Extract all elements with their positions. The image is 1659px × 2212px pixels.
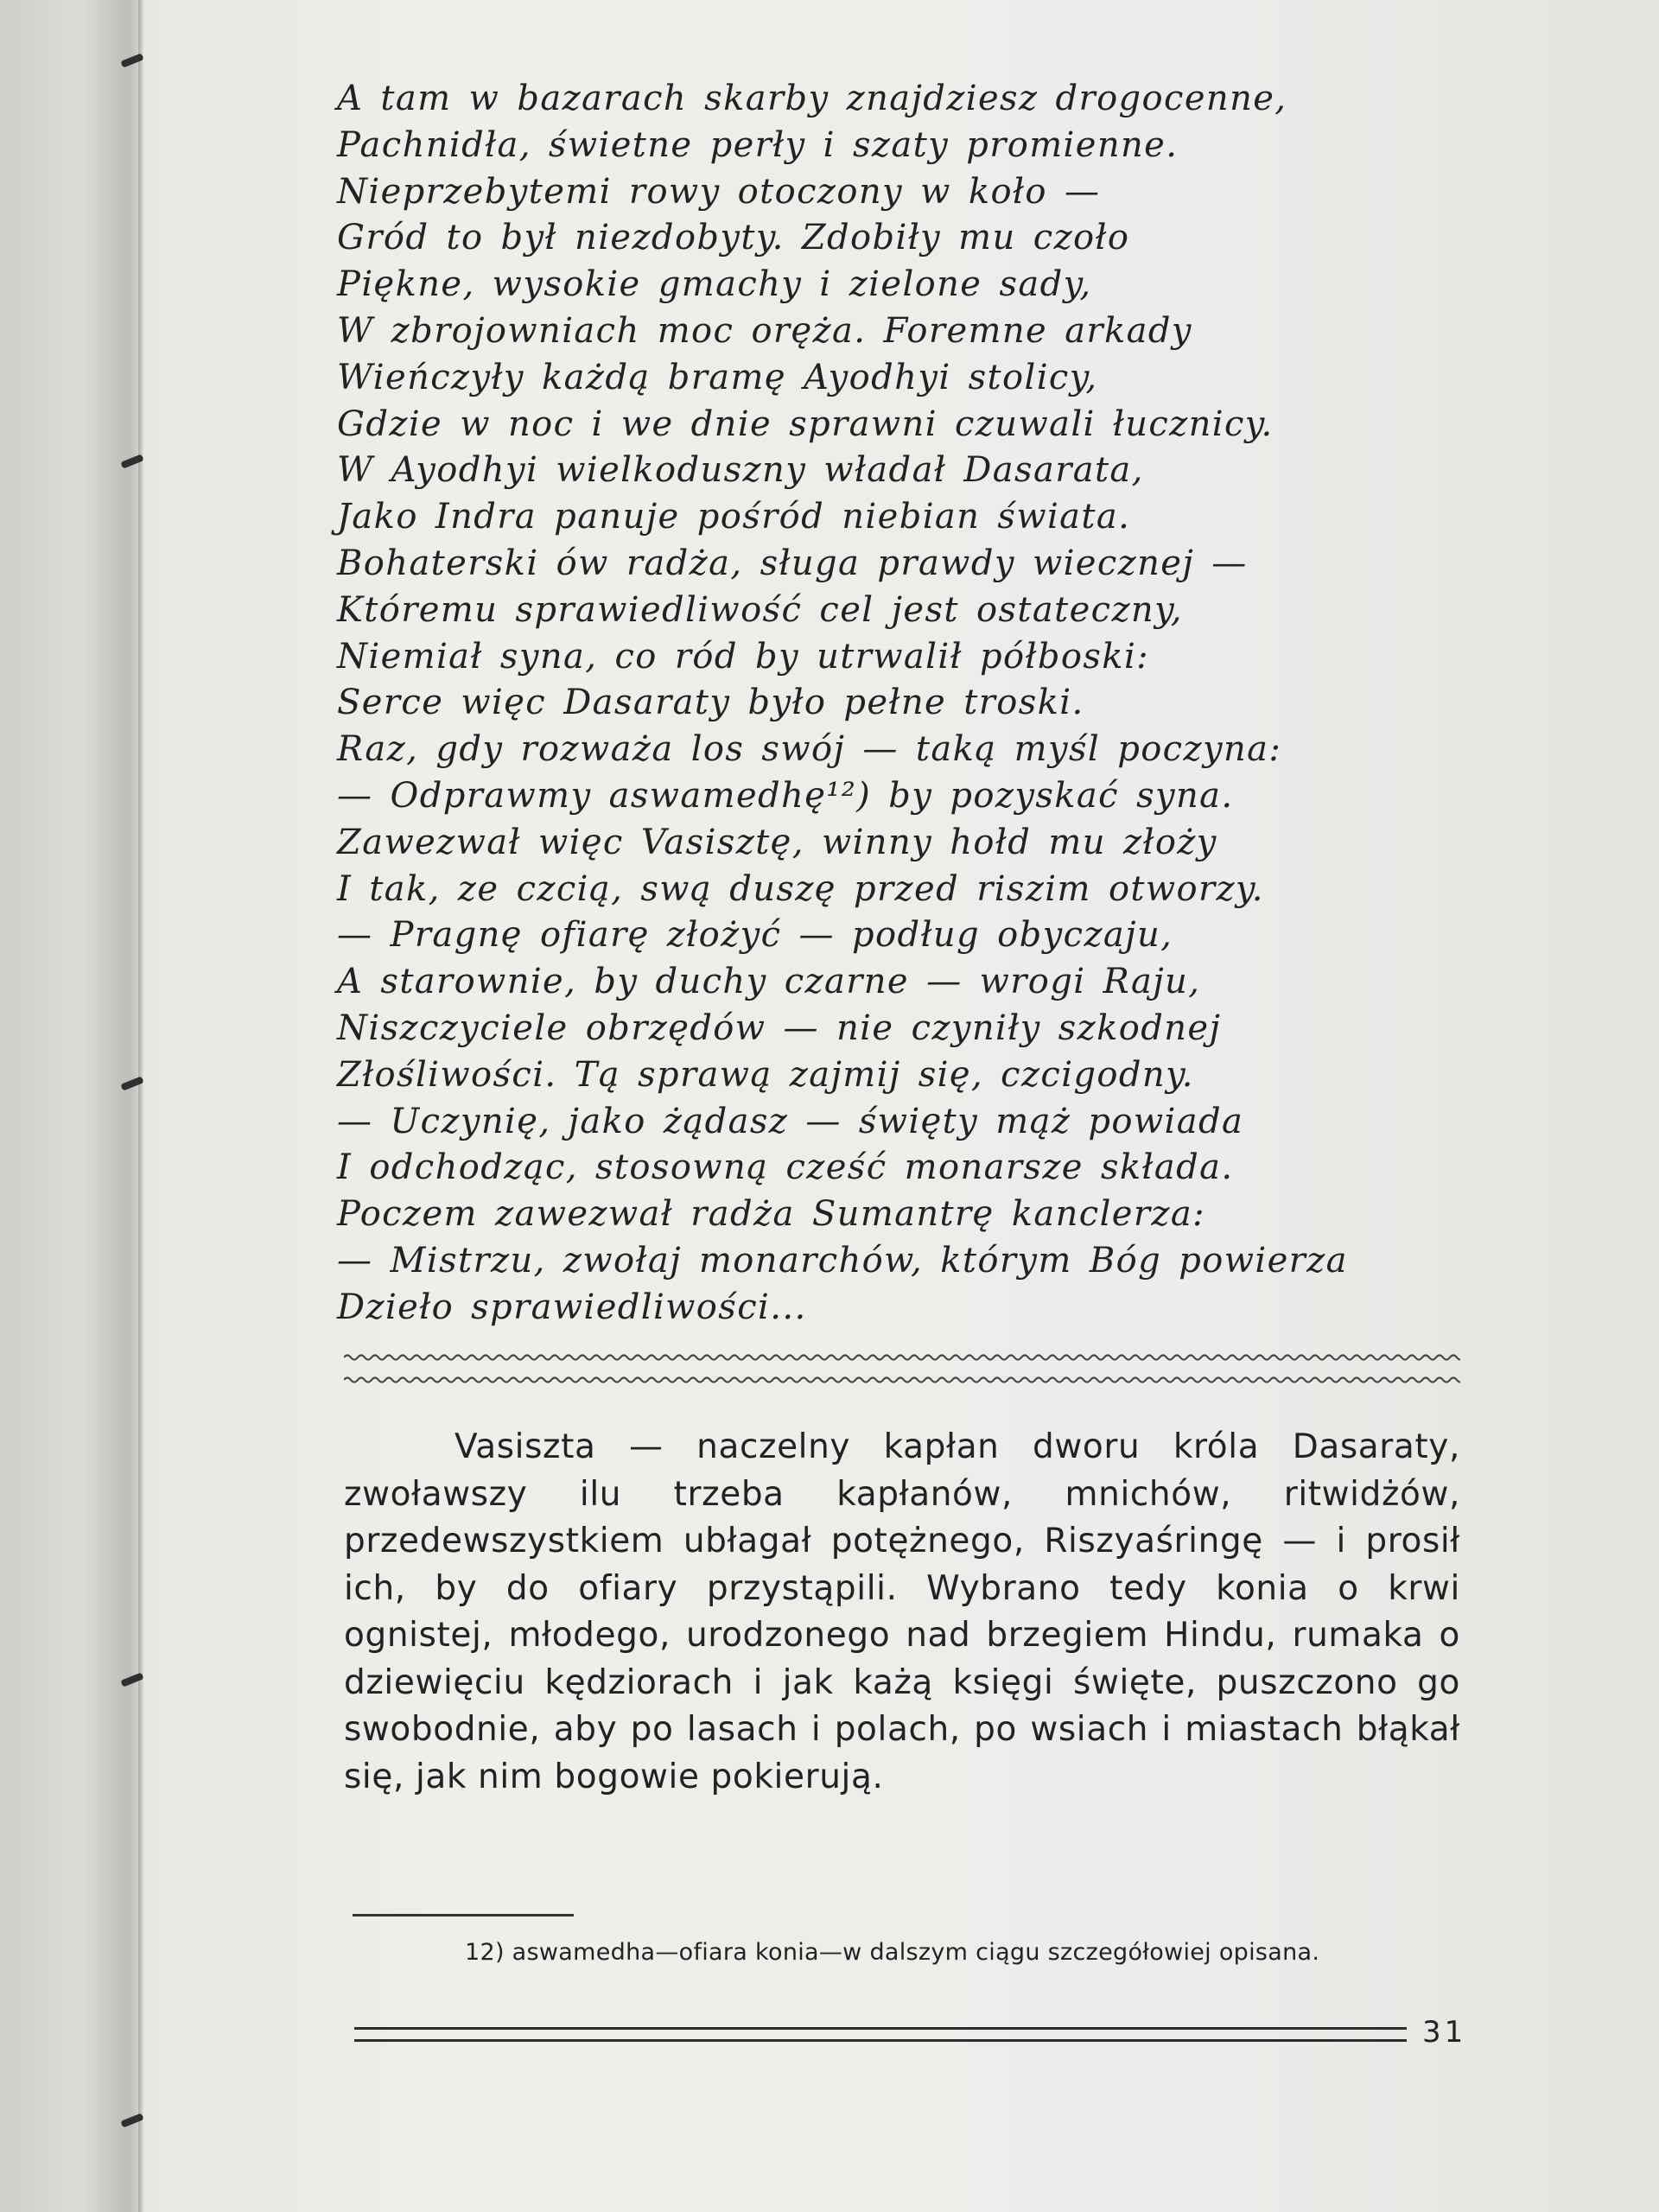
poem-line: Bohaterski ów radża, sługa prawdy wiecznej — [337,543,1248,583]
poem-line: — Mistrzu, zwołaj monarchów, którym Bóg powierza [337,1240,1348,1281]
poem-line: I tak, ze czcią, swą duszę przed riszim otworzy. [337,868,1264,909]
wavy-divider-top [344,1351,1460,1363]
poem-stanza [337,76,1495,1332]
page-number: 31 [1422,2015,1467,2050]
prose-paragraph: Vasiszta — naczelny kapłan dworu króla Dasaraty, zwoławszy ilu trzeba kapłanów, mnichów, ritwidżów, przedewszystkiem ubłagał potężnego, Riszyaśringę — i prosił ich, by do ofiary przystąpili. Wybrano tedy konia o krwi ognistej, młodego, urodzonego nad brzegiem Hindu, rumaka o dziewięciu kędziorach i jak każą księgi święte, puszczono go swobodnie, aby po lasach i polach, po wsiach i miastach błąkał się, jak nim bogowie pokierują. [344,1427,1460,1796]
wavy-divider-bottom [344,1374,1460,1386]
bottom-rule-lower [354,2039,1407,2042]
footnote-separator [353,1914,574,1916]
poem-line: W zbrojowniach moc oręża. Foremne arkady [337,310,1192,351]
poem-line: — Uczynię, jako żądasz — święty mąż powiada [337,1101,1244,1141]
poem-line: Dzieło sprawiedliwości... [337,1287,807,1327]
poem-line: Niemiał syna, co ród by utrwalił półboski: [337,636,1150,677]
poem-line: A tam w bazarach skarby znajdziesz drogocenne, [337,79,1287,118]
poem-line: I odchodząc, stosowną cześć monarsze składa. [337,1147,1234,1188]
poem-line: A starownie, by duchy czarne — wrogi Raju, [337,962,1201,1002]
poem-line: Zawezwał więc Vasisztę, winny hołd mu złoży [337,822,1217,862]
bottom-rule-upper [354,2027,1407,2030]
poem-line: — Odprawmy aswamedhę¹²) by pozyskać syna. [337,775,1234,816]
poem-line: Serce więc Dasaraty było pełne troski. [337,683,1084,723]
poem-line: Wieńczyły każdą bramę Ayodhyi stolicy, [337,357,1098,397]
poem-line: Nieprzebytemi rowy otoczony w koło — [337,171,1101,212]
footnote: 12) aswamedha—ofiara konia—w dalszym ciągu szczegółowiej opisana. [465,1939,1320,1966]
poem-line: Gród to był niezdobyty. Zdobiły mu czoło [337,218,1130,258]
poem-line: Piękne, wysokie gmachy i zielone sady, [337,264,1092,305]
poem-line: Pachnidła, świetne perły i szaty promienne. [337,124,1179,165]
poem-line: W Ayodhyi wielkoduszny władał Dasarata, [337,450,1144,491]
poem-line: Poczem zawezwał radża Sumantrę kanclerza: [337,1194,1205,1235]
poem-line: Złośliwości. Tą sprawą zajmij się, czcigodny. [337,1054,1194,1095]
book-spine [0,0,147,2212]
poem-line: Raz, gdy rozważa los swój — taką myśl poczyna: [337,729,1282,770]
poem-line: Któremu sprawiedliwość cel jest ostateczny, [337,589,1183,630]
poem-line: — Pragnę ofiarę złożyć — podług obyczaju, [337,915,1173,956]
poem-line: Jako Indra panuje pośród niebian świata. [337,497,1131,537]
poem-line: Gdzie w noc i we dnie sprawni czuwali łucznicy. [337,404,1274,444]
poem-line: Niszczyciele obrzędów — nie czyniły szkodnej [337,1007,1222,1048]
